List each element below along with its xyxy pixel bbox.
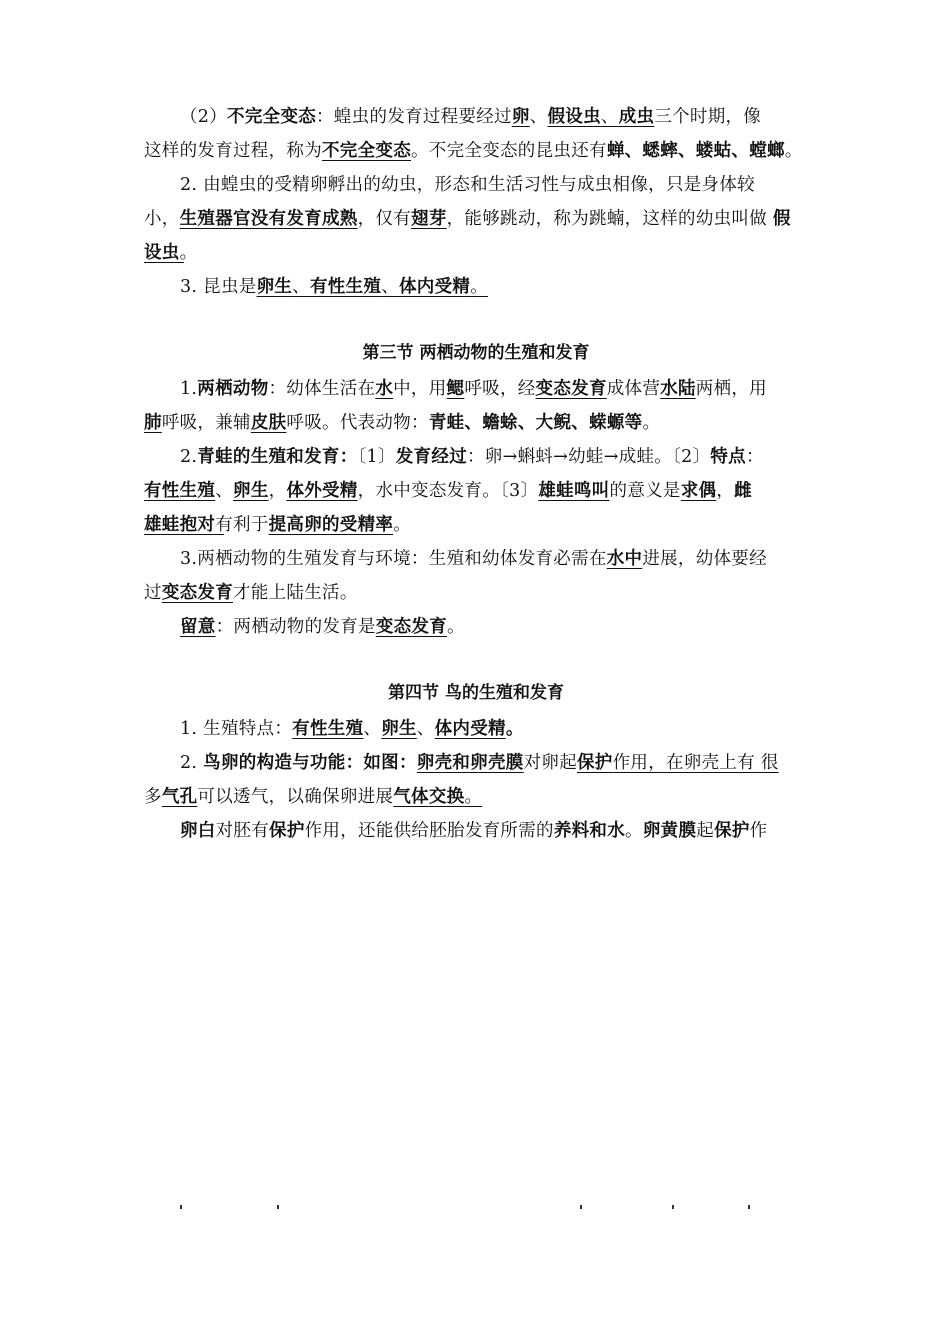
term: 发育经过 xyxy=(395,447,467,467)
term: 鸟卵的构造与功能：如图： xyxy=(203,753,417,773)
text: ， xyxy=(716,481,735,501)
text: 1. xyxy=(180,379,198,399)
blank-answer: 肺 xyxy=(144,413,162,433)
blank-answer: 变态发育 xyxy=(375,617,448,637)
blank-answer: 气体交换 xyxy=(393,787,465,807)
text: 多 xyxy=(144,787,162,807)
text: 3. 昆虫是 xyxy=(180,277,257,297)
term: 保护 xyxy=(269,821,305,841)
text: 可以透气，以确保卵进展 xyxy=(197,787,394,807)
term: 蝉、蟋蟀、蝼蛄、螳螂 xyxy=(606,141,785,161)
paragraph-line xyxy=(144,610,808,644)
term: 养料和水 xyxy=(553,821,626,841)
text: ，水中变态发育。〔3〕 xyxy=(357,481,539,501)
term: 青蛙的生殖和发育： xyxy=(197,447,358,467)
term: 设虫 xyxy=(144,243,180,263)
blank-answer: 雄蛙鸣叫 xyxy=(538,481,610,501)
text: 。 xyxy=(470,277,489,297)
text: 这样的发育过程，称为 xyxy=(144,141,322,161)
blank-answer: 翅芽 xyxy=(411,209,447,229)
blank-answer: 气孔 xyxy=(161,787,198,807)
text: ：蝗虫的发育过程要经过 xyxy=(316,107,512,127)
text: 2. xyxy=(180,447,198,467)
text: 呼吸，兼辅 xyxy=(161,413,251,433)
blank-answer: 保护 xyxy=(577,753,613,773)
text: 中，用 xyxy=(393,379,447,399)
blank-answer: 变态发育 xyxy=(535,379,607,399)
text: 3.两栖动物的生殖发育与环境：生殖和幼体发育必需在 xyxy=(180,549,607,569)
blank-answer: 水中 xyxy=(606,549,643,569)
text: 、 xyxy=(416,719,435,739)
text: ：幼体生活在 xyxy=(268,379,376,399)
paragraph-line xyxy=(144,100,808,134)
text: 〔1〕 xyxy=(357,447,396,467)
term: 卵黄膜 xyxy=(642,821,697,841)
blank-answer: 鳃 xyxy=(446,379,465,399)
text: ：两栖动物的发育是 xyxy=(215,617,376,637)
blank-answer: 有性生殖 xyxy=(309,277,382,297)
paragraph-line xyxy=(144,440,808,474)
paragraph-line xyxy=(144,474,808,508)
blank-answer: 卵生 xyxy=(233,481,269,501)
footer-mark xyxy=(580,1205,582,1209)
text: 成体营 xyxy=(606,379,661,399)
term: 雌 xyxy=(734,481,752,501)
term: 保护 xyxy=(714,821,750,841)
text: 呼吸。代表动物： xyxy=(286,413,429,433)
text: 、 xyxy=(363,719,382,739)
text: 的意义是 xyxy=(609,481,681,501)
paragraph-line xyxy=(144,270,808,304)
text: ：卵→蝌蚪→幼蛙→成蛙。〔2〕 xyxy=(467,447,711,467)
blank-answer: 卵生 xyxy=(381,719,417,739)
blank-answer: 不完全变态 xyxy=(322,141,411,161)
blank-answer: 有性生殖 xyxy=(292,719,364,739)
blank-answer: 卵生 xyxy=(256,277,293,297)
text: 对卵起 xyxy=(523,753,577,773)
blank-answer: 变态发育 xyxy=(161,583,234,603)
blank-answer: 卵 xyxy=(511,107,530,127)
paragraph-line xyxy=(144,780,808,814)
blank-answer: 体外受精 xyxy=(286,481,358,501)
blank-answer: 假设虫 xyxy=(547,107,601,127)
blank-answer: 有性生殖 xyxy=(144,481,216,501)
text: ，能够跳动，称为跳蝻，这样的幼虫叫做 xyxy=(446,209,773,229)
blank-answer: 水 xyxy=(375,379,394,399)
term: 留意 xyxy=(180,617,216,637)
text: 过 xyxy=(144,583,162,603)
text: 起 xyxy=(696,821,715,841)
term: 两栖动物 xyxy=(197,379,269,399)
blank-answer: 体内受精 xyxy=(399,277,471,297)
text: 进展，幼体要经 xyxy=(642,549,767,569)
paragraph-line xyxy=(144,814,808,848)
footer-mark xyxy=(748,1205,750,1209)
term: 不完全变态 xyxy=(227,107,317,127)
blank-answer: 生殖器官没有发育成熟 xyxy=(179,209,358,229)
text: 。 xyxy=(447,617,465,637)
paragraph-line xyxy=(144,746,808,780)
document-page xyxy=(144,100,808,848)
text: 、 xyxy=(292,277,310,297)
text: ，仅有 xyxy=(357,209,412,229)
text: 作 xyxy=(749,821,768,841)
term: 青蛙、蟾蜍、大鲵、蝾螈等 xyxy=(428,413,643,433)
section-heading: 第四节 鸟的生殖和发育 xyxy=(388,683,564,703)
text: 作用，还能供给胚胎发育所需的 xyxy=(304,821,554,841)
footer-mark xyxy=(672,1205,674,1209)
blank-answer: 皮肤 xyxy=(250,413,287,433)
text: 、 xyxy=(215,481,234,501)
blank-answer: 提高卵的受精率 xyxy=(268,515,394,535)
text: 两栖，用 xyxy=(695,379,767,399)
text: 才能上陆生活。 xyxy=(233,583,358,603)
text: 。不完全变态的昆虫还有 xyxy=(411,141,607,161)
text: 有利于 xyxy=(215,515,269,535)
text: 对胚有 xyxy=(215,821,270,841)
text: 、 xyxy=(600,107,619,127)
text: 2. xyxy=(180,753,204,773)
text: 呼吸，经 xyxy=(464,379,536,399)
text: 。 xyxy=(625,821,643,841)
paragraph-line xyxy=(144,372,808,406)
paragraph-line xyxy=(144,134,808,168)
paragraph-line xyxy=(144,576,808,610)
text: 。 xyxy=(393,515,412,535)
term: 假 xyxy=(772,209,791,229)
footer-marks xyxy=(0,1205,950,1215)
text: 、 xyxy=(381,277,399,297)
text: （2） xyxy=(180,107,228,127)
paragraph-line xyxy=(144,406,808,440)
text: ， xyxy=(268,481,287,501)
text: 。 xyxy=(464,787,483,807)
text: ： xyxy=(745,447,764,467)
footer-mark xyxy=(180,1205,182,1209)
paragraph-line xyxy=(144,712,808,746)
text: 。 xyxy=(784,141,803,161)
text: 。 xyxy=(505,719,524,739)
text: 。 xyxy=(179,243,198,263)
text: 三个时期，像 xyxy=(654,107,762,127)
text: 、 xyxy=(529,107,548,127)
text: 作用，在卵壳上有 很 xyxy=(612,753,779,773)
term: 卵白 xyxy=(180,821,216,841)
blank-answer: 体内受精 xyxy=(434,719,506,739)
text: 。 xyxy=(642,413,661,433)
text: 1. 生殖特点： xyxy=(180,719,293,739)
paragraph-line xyxy=(144,202,808,236)
section-heading: 第三节 两栖动物的生殖和发育 xyxy=(362,343,590,363)
blank-answer: 水陆 xyxy=(660,379,696,399)
footer-mark xyxy=(277,1205,279,1209)
paragraph-line xyxy=(144,168,808,202)
text: 2. 由蝗虫的受精卵孵出的幼虫，形态和生活习性与成虫相像，只是身体较 xyxy=(180,175,755,195)
term: 特点 xyxy=(710,447,746,467)
paragraph-line xyxy=(144,508,808,542)
term: 雄蛙抱对 xyxy=(144,515,216,535)
blank-answer: 成虫 xyxy=(618,107,655,127)
blank-answer: 卵壳和卵壳膜 xyxy=(416,753,524,773)
blank-answer: 求偶 xyxy=(680,481,717,501)
paragraph-line xyxy=(144,236,808,270)
text: 小， xyxy=(144,209,180,229)
paragraph-line xyxy=(144,542,808,576)
